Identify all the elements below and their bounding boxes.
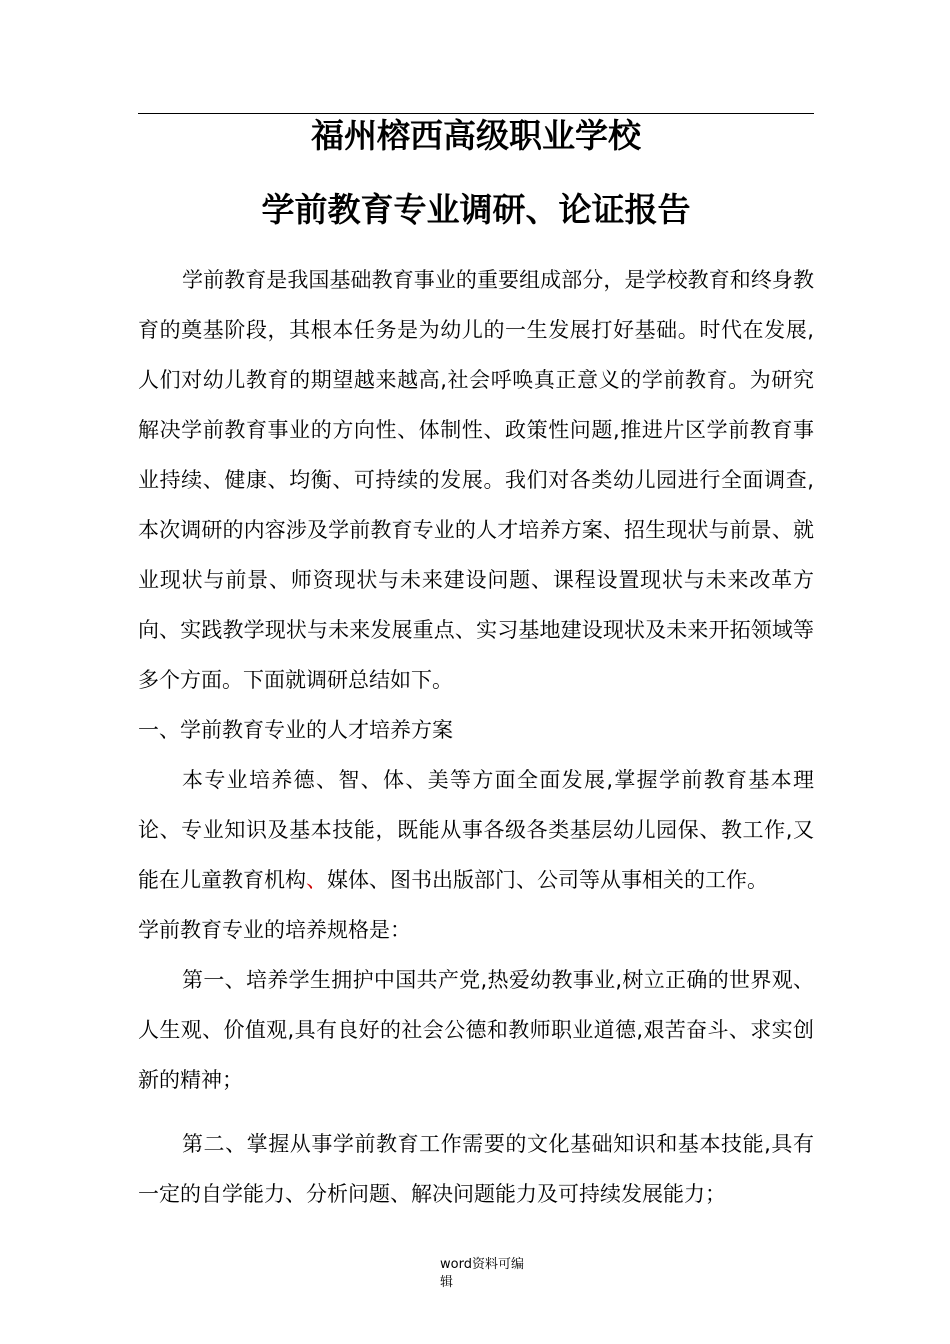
training-point-1: 第一、培养学生拥护中国共产党,热爱幼教事业,树立正确的世界观、人生观、价值观,具有良好的社会公德和教师职业道德,艰苦奋斗、求实创新的精神； <box>138 968 814 1092</box>
training-point-2: 第二、掌握从事学前教育工作需要的文化基础知识和基本技能,具有一定的自学能力、分析问题、解决问题能力及可持续发展能力； <box>138 1132 814 1206</box>
footer-line-1: word资料可编 <box>440 1257 524 1272</box>
header-rule <box>138 113 814 114</box>
training-spec-intro: 学前教育专业的培养规格是： <box>138 918 411 942</box>
document-body <box>138 255 814 1219</box>
footer-line-2: 辑 <box>440 1275 454 1290</box>
talent-plan-text-part1: 本专业培养德、智、体、美等方面全面发展,掌握学前教育基本理论、专业知识及基本技能，既能从事各级各类基层幼儿园保、教工作,又能在儿童教育机构 <box>138 768 814 892</box>
talent-plan-red-mark: 、 <box>306 868 327 892</box>
talent-plan-text-part2: 媒体、图书出版部门、公司等从事相关的工作。 <box>327 868 768 892</box>
document-title-school: 福州榕西高级职业学校 <box>311 116 641 155</box>
intro-paragraph: 学前教育是我国基础教育事业的重要组成部分，是学校教育和终身教育的奠基阶段，其根本任务是为幼儿的一生发展打好基础。时代在发展,人们对幼儿教育的期望越来越高,社会呼唤真正意义的学前教育。为研究解决学前教育事业的方向性、体制性、政策性问题,推进片区学前教育事业持续、健康、均衡、可持续的发展。我们对各类幼儿园进行全面调查,本次调研的内容涉及学前教育专业的人才培养方案、招生现状与前景、就业现状与前景、师资现状与未来建设问题、课程设置现状与未来改革方向、实践教学现状与未来发展重点、实习基地建设现状及未来开拓领域等多个方面。下面就调研总结如下。 <box>138 268 814 692</box>
page-footer <box>440 1256 560 1292</box>
talent-plan-paragraph <box>138 755 814 905</box>
document-title-report: 学前教育专业调研、论证报告 <box>261 190 691 229</box>
section-heading-talent-plan: 一、学前教育专业的人才培养方案 <box>138 718 453 742</box>
